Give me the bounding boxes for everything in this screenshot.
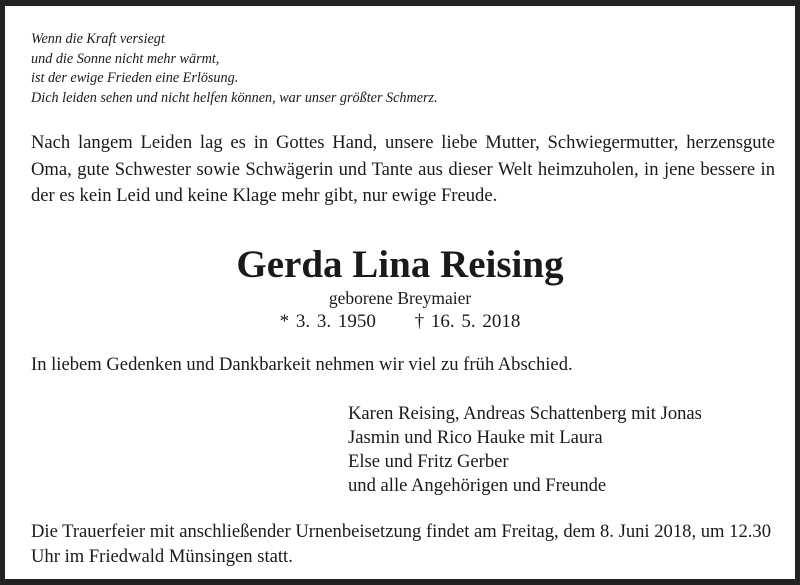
mourners-list [348, 402, 702, 498]
mourner-line: Jasmin und Rico Hauke mit Laura [348, 427, 603, 448]
mourner-line: Karen Reising, Andreas Schattenberg mit Jonas [348, 403, 702, 424]
death-date: † 16. 5. 2018 [414, 311, 521, 332]
poem-line: Dich leiden sehen und nicht helfen können, war unser größter Schmerz. [31, 89, 438, 106]
poem-line: und die Sonne nicht mehr wärmt, [31, 50, 220, 67]
mourner-line: Else und Fritz Gerber [348, 451, 509, 472]
maiden-name: geborene Breymaier [328, 288, 472, 308]
life-dates [5, 311, 795, 333]
intro-text: Nach langem Leiden lag es in Gottes Hand, unsere liebe Mutter, Schwiegermutter, herzensgute Oma, gute Schwester sowie Schwägerin und Tante aus dieser Welt heimzuholen, in jene bessere in der es kein Leid und keine Klage mehr gibt, nur ewige Freude. [31, 132, 775, 206]
farewell-text: In liebem Gedenken und Dankbarkeit nehmen wir viel zu früh Abschied. [31, 354, 573, 375]
birth-date: * 3. 3. 1950 [279, 311, 376, 332]
poem-line: Wenn die Kraft versiegt [31, 31, 165, 47]
deceased-name: Gerda Lina Reising [236, 243, 564, 286]
poem [31, 30, 438, 108]
poem-line: ist der ewige Frieden eine Erlösung. [31, 70, 239, 86]
funeral-info: Die Trauerfeier mit anschließender Urnenbeisetzung findet am Freitag, dem 8. Juni 2018, um 12.30 Uhr im Friedwald Münsingen statt. [31, 521, 771, 567]
obituary-notice [5, 6, 795, 579]
mourner-line: und alle Angehörigen und Freunde [348, 475, 607, 496]
